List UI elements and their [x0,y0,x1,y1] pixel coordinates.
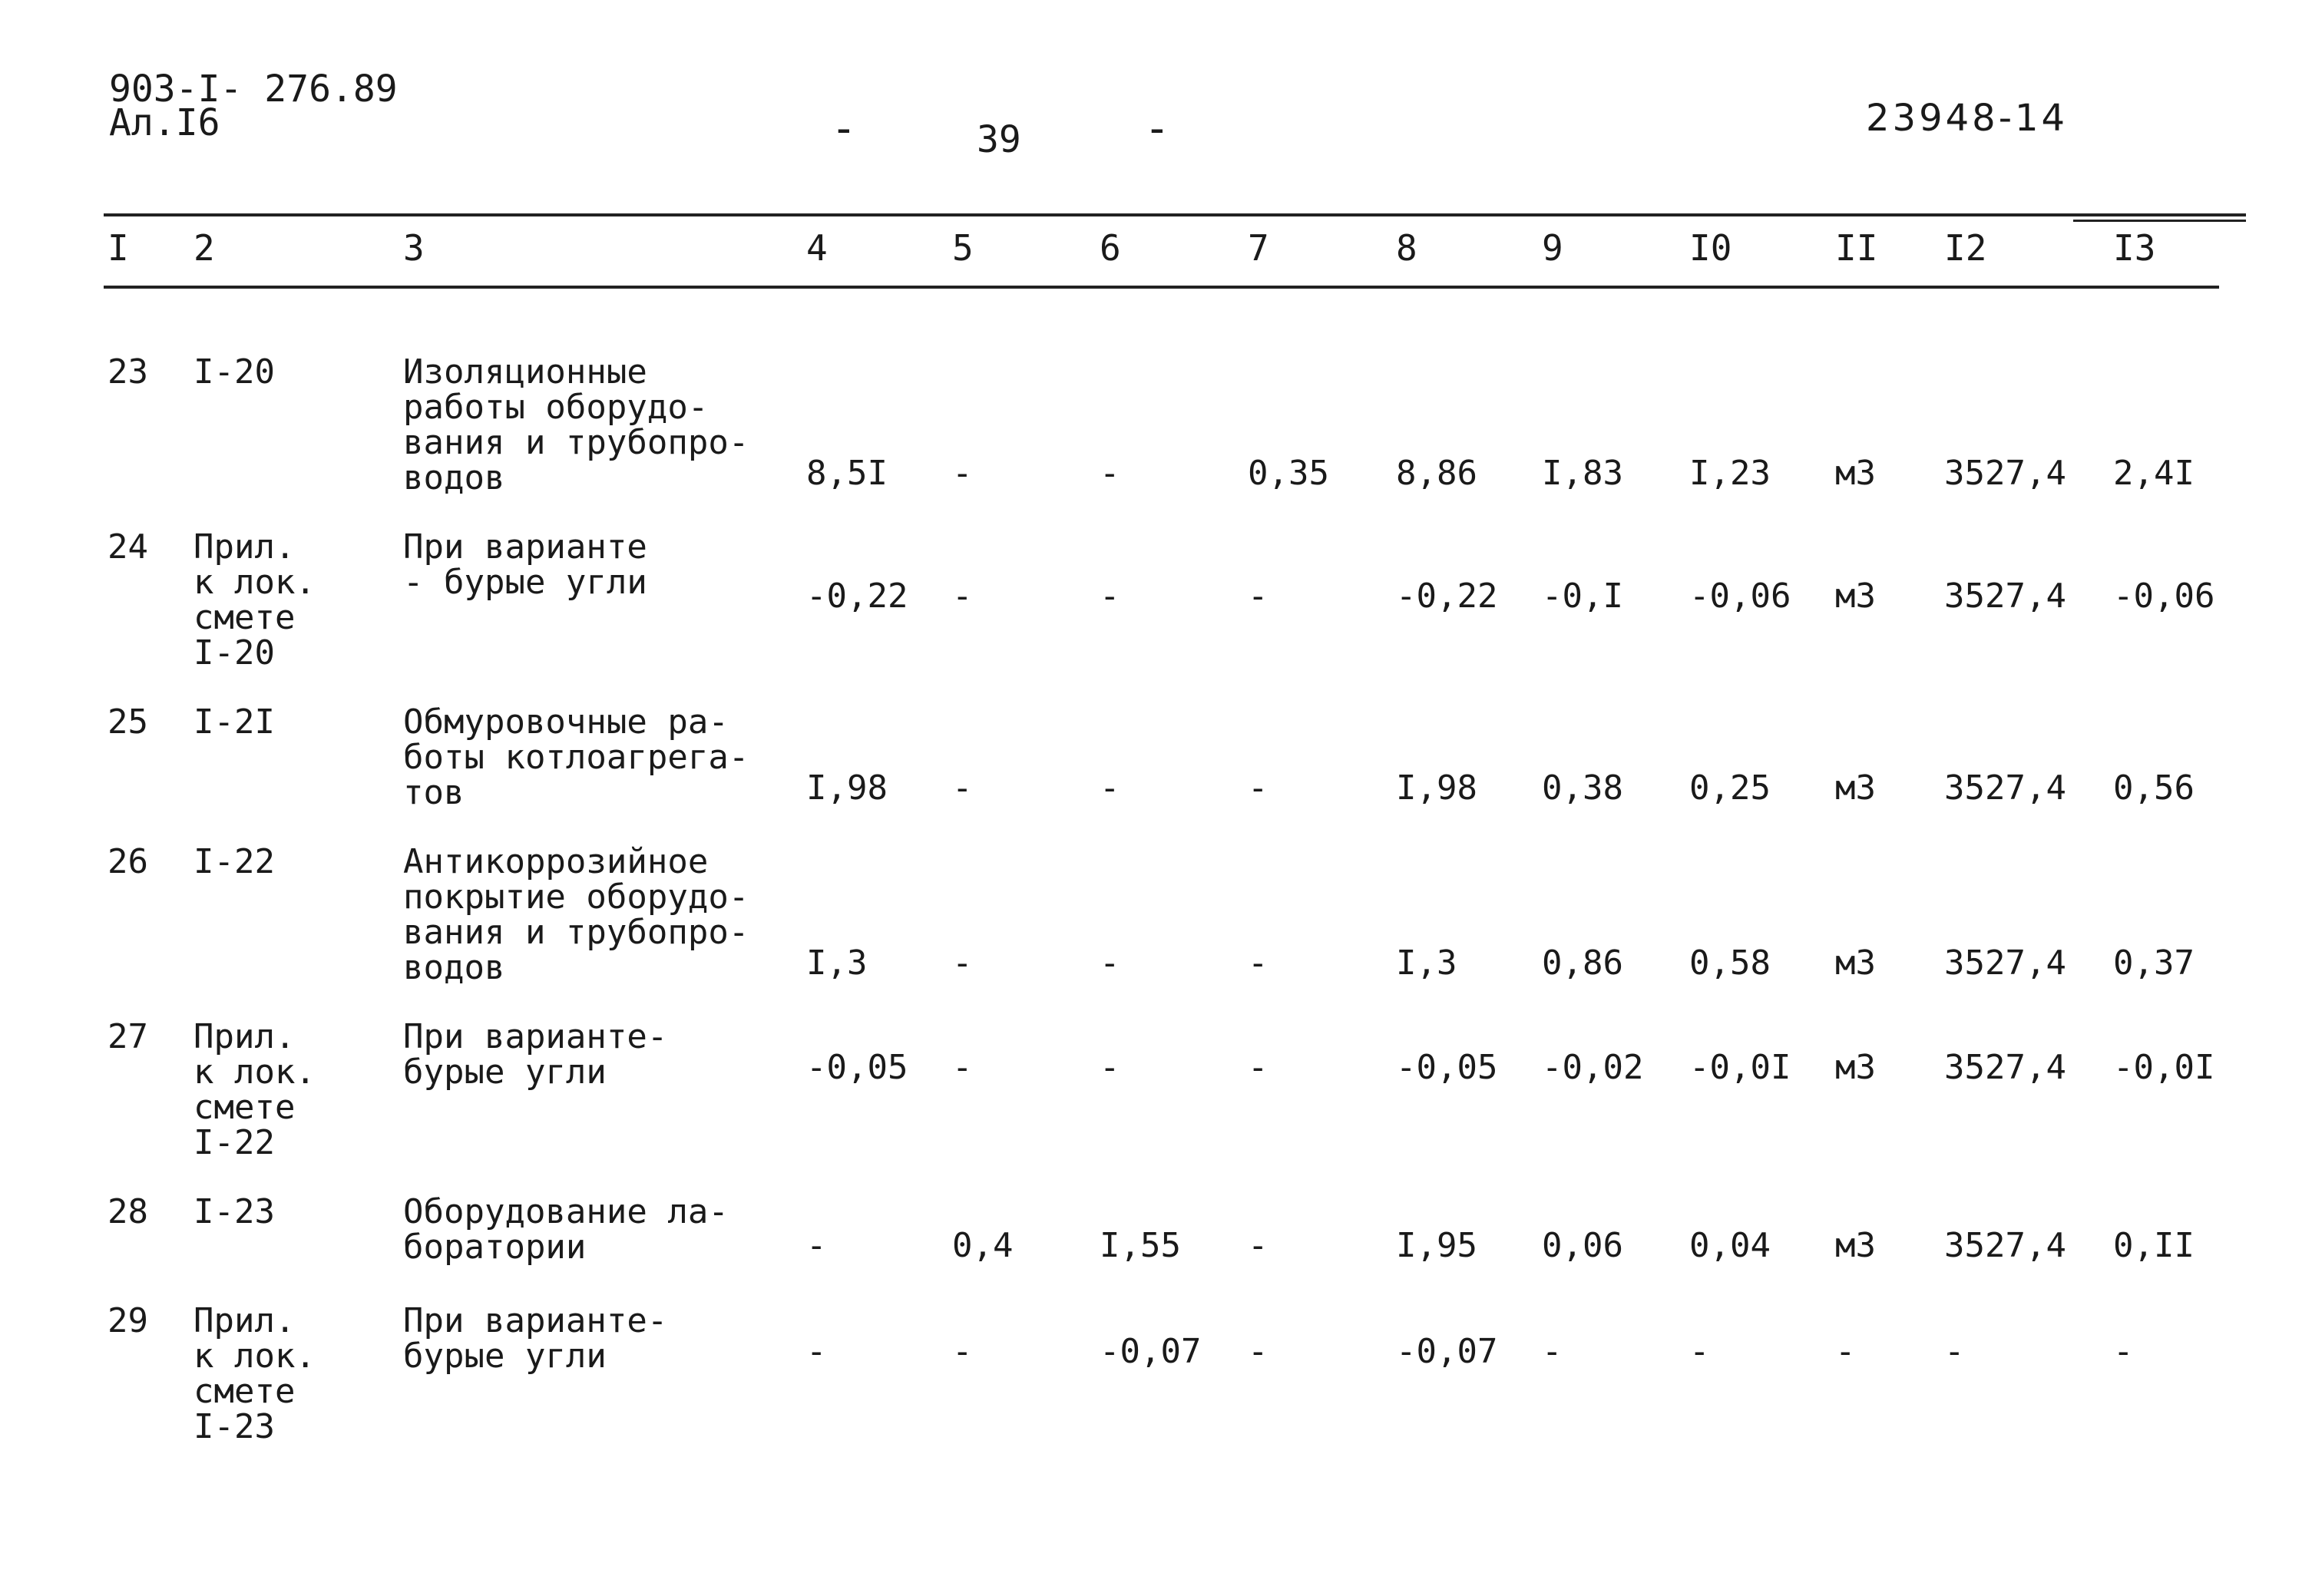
value-col-13: -0,0I [2113,1048,2215,1087]
row-number: 26 [107,842,148,881]
value-col-7: - [1248,577,1268,616]
work-description: При варианте - бурые угли [403,527,647,602]
estimate-ref: Прил. к лок. смете I-23 [193,1301,316,1446]
value-col-5: - [952,577,973,616]
value-col-13: 0,56 [2113,768,2195,808]
value-col-8: I,98 [1396,768,1477,808]
value-col-10: - [1689,1332,1710,1371]
unit: м3 [1835,454,1876,493]
value-col-10: 0,25 [1689,768,1771,808]
column-number-4: 4 [806,227,828,269]
value-col-4: - [806,1226,827,1265]
column-number-9: 9 [1542,227,1563,269]
page-dash-right: - [1144,104,1170,154]
value-col-9: 0,86 [1542,943,1623,983]
estimate-ref: I-22 [193,842,275,881]
value-col-7: - [1248,1226,1268,1265]
value-col-13: -0,06 [2113,577,2215,616]
value-col-12: - [1944,1332,1965,1371]
work-description: При варианте- бурые угли [403,1017,668,1092]
row-number: 23 [107,352,148,392]
column-number-11: II [1835,227,1878,269]
value-col-9: I,83 [1542,454,1623,493]
value-col-6: I,55 [1100,1226,1181,1265]
unit: м3 [1835,1226,1876,1265]
value-col-8: I,3 [1396,943,1457,983]
work-description: Антикоррозийное покрытие оборудо- вания и трубопро- водов [403,842,749,987]
value-col-5: - [952,1332,973,1371]
value-col-6: - [1100,454,1120,493]
work-description: При варианте- бурые угли [403,1301,668,1376]
value-col-4: -0,05 [806,1048,908,1087]
value-col-9: - [1542,1332,1563,1371]
document-code: 903-I- 276.89 [109,68,398,111]
value-col-9: 0,38 [1542,768,1623,808]
column-number-5: 5 [952,227,974,269]
unit: м3 [1835,943,1876,983]
estimate-ref: Прил. к лок. смете I-20 [193,527,316,672]
value-col-6: - [1100,768,1120,808]
column-number-2: 2 [193,227,215,269]
row-number: 24 [107,527,148,567]
unit: - [1835,1332,1856,1371]
value-col-8: -0,22 [1396,577,1498,616]
value-col-10: 0,58 [1689,943,1771,983]
value-col-4: I,98 [806,768,888,808]
column-number-8: 8 [1396,227,1417,269]
value-col-13: 0,37 [2113,943,2195,983]
column-number-6: 6 [1100,227,1121,269]
estimate-ref: I-20 [193,352,275,392]
row-number: 29 [107,1301,148,1340]
value-col-10: I,23 [1689,454,1771,493]
unit: м3 [1835,768,1876,808]
value-col-12: 3527,4 [1944,1226,2066,1265]
value-col-7: - [1248,768,1268,808]
table-header-bottom-rule [104,286,2219,289]
value-col-5: - [952,454,973,493]
value-col-13: 2,4I [2113,454,2195,493]
value-col-10: -0,0I [1689,1048,1791,1087]
value-col-6: - [1100,943,1120,983]
table-top-rule-extension [2073,220,2246,222]
value-col-12: 3527,4 [1944,454,2066,493]
unit: м3 [1835,1048,1876,1087]
value-col-9: -0,I [1542,577,1623,616]
estimate-ref: Прил. к лок. смете I-22 [193,1017,316,1162]
value-col-6: -0,07 [1100,1332,1202,1371]
value-col-4: I,3 [806,943,868,983]
value-col-6: - [1100,1048,1120,1087]
row-number: 25 [107,702,148,742]
value-col-7: 0,35 [1248,454,1329,493]
estimate-ref: I-2I [193,702,275,742]
value-col-4: -0,22 [806,577,908,616]
estimate-ref: I-23 [193,1192,275,1231]
column-number-10: I0 [1689,227,1732,269]
value-col-4: 8,5I [806,454,888,493]
value-col-12: 3527,4 [1944,768,2066,808]
inventory-number: 23948-14 [1866,97,2069,140]
page-dash-left: - [831,104,857,154]
column-number-13: I3 [2113,227,2156,269]
value-col-5: - [952,768,973,808]
value-col-10: 0,04 [1689,1226,1771,1265]
value-col-13: 0,II [2113,1226,2195,1265]
unit: м3 [1835,577,1876,616]
value-col-5: - [952,943,973,983]
value-col-7: - [1248,1048,1268,1087]
value-col-8: -0,05 [1396,1048,1498,1087]
row-number: 27 [107,1017,148,1056]
value-col-9: -0,02 [1542,1048,1644,1087]
value-col-7: - [1248,943,1268,983]
table-top-rule [104,213,2246,216]
column-number-3: 3 [403,227,425,269]
page-number: 39 [977,118,1021,161]
work-description: Обмуровочные ра- боты котлоагрега- тов [403,702,749,812]
sheet-label: Ал.I6 [109,101,220,144]
value-col-12: 3527,4 [1944,943,2066,983]
column-number-1: I [107,227,129,269]
value-col-9: 0,06 [1542,1226,1623,1265]
value-col-8: I,95 [1396,1226,1477,1265]
value-col-10: -0,06 [1689,577,1791,616]
value-col-12: 3527,4 [1944,1048,2066,1087]
value-col-6: - [1100,577,1120,616]
value-col-4: - [806,1332,827,1371]
work-description: Изоляционные работы оборудо- вания и трубопро- водов [403,352,749,497]
value-col-5: 0,4 [952,1226,1014,1265]
value-col-5: - [952,1048,973,1087]
row-number: 28 [107,1192,148,1231]
value-col-13: - [2113,1332,2134,1371]
value-col-8: -0,07 [1396,1332,1498,1371]
value-col-7: - [1248,1332,1268,1371]
value-col-12: 3527,4 [1944,577,2066,616]
column-number-7: 7 [1248,227,1269,269]
column-number-12: I2 [1944,227,1987,269]
value-col-8: 8,86 [1396,454,1477,493]
work-description: Оборудование ла- боратории [403,1192,729,1267]
